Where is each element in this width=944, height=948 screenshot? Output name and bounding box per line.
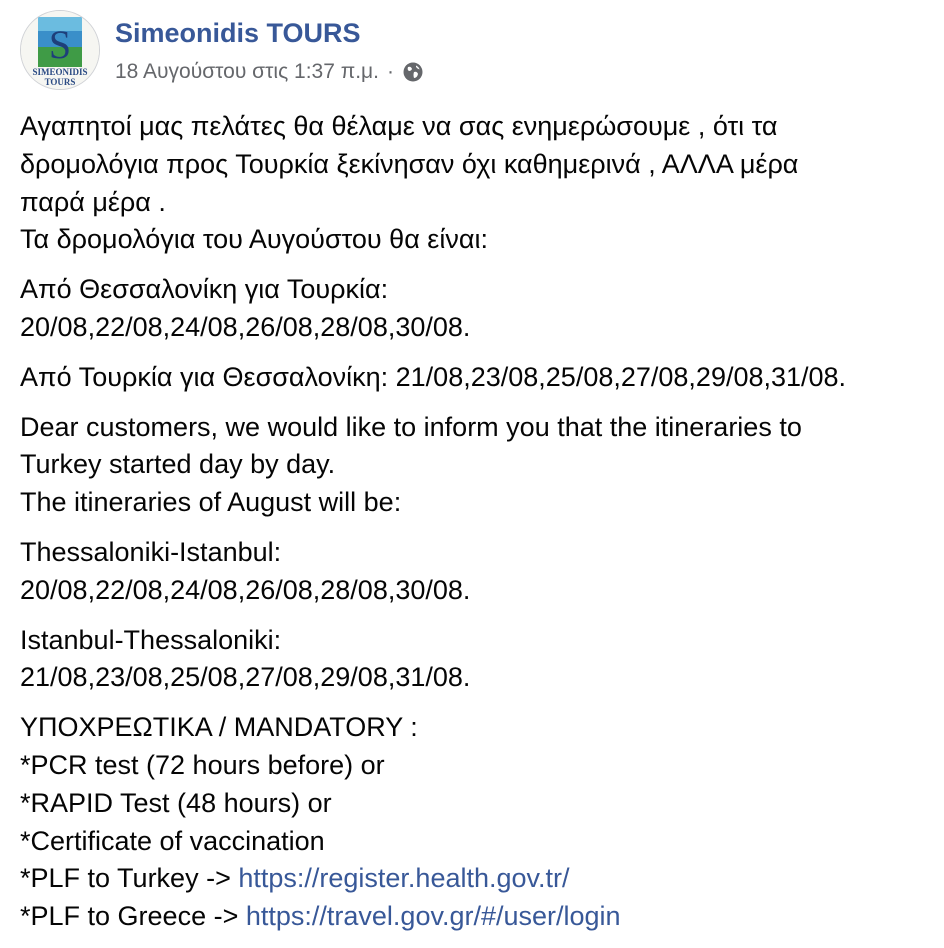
mandatory-paragraph — [20, 709, 930, 936]
text-line: 20/08,22/08,24/08,26/08,28/08,30/08. — [20, 574, 471, 605]
english-intro-paragraph — [20, 409, 930, 522]
text-line: 21/08,23/08,25/08,27/08,29/08,31/08. — [20, 662, 471, 693]
mandatory-heading: ΥΠΟΧΡΕΩΤΙΚΑ / MANDATORY : — [20, 712, 418, 743]
english-route1-paragraph — [20, 534, 930, 610]
plf-greece-label: *PLF to Greece -> — [20, 901, 246, 932]
avatar-logo-text-top: SIMEONIDIS — [32, 67, 88, 77]
post-meta — [115, 60, 424, 84]
post-header — [20, 10, 920, 90]
text-line: δρομολόγια προς Τουρκία ξεκίνησαν όχι καθημερινά , ΑΛΛΑ μέρα — [20, 148, 799, 179]
avatar-logo-text-bottom: TOURS — [44, 77, 76, 87]
text-line: Thessaloniki-Istanbul: — [20, 536, 282, 567]
post-timestamp[interactable]: 18 Αυγούστου στις 1:37 π.μ. — [115, 60, 379, 83]
page-logo-icon — [21, 11, 99, 89]
text-line: Από Τουρκία για Θεσσαλονίκη: 21/08,23/08,25/08,27/08,29/08,31/08. — [20, 361, 847, 392]
text-line: Turkey started day by day. — [20, 449, 336, 480]
text-line: The itineraries of August will be: — [20, 487, 402, 518]
text-line: Istanbul-Thessaloniki: — [20, 624, 282, 655]
plf-turkey-label: *PLF to Turkey -> — [20, 863, 239, 894]
text-line: Dear customers, we would like to inform you that the itineraries to — [20, 411, 802, 442]
greek-route1-paragraph — [20, 271, 930, 347]
greek-route2-paragraph — [20, 359, 930, 397]
plf-greece-link[interactable]: https://travel.gov.gr/#/user/login — [245, 901, 621, 932]
english-route2-paragraph — [20, 622, 930, 698]
greek-intro-paragraph — [20, 108, 930, 259]
certificate-requirement: *Certificate of vaccination — [20, 825, 325, 856]
pcr-requirement: *PCR test (72 hours before) or — [20, 749, 385, 780]
plf-turkey-link[interactable]: https://register.health.gov.tr/ — [238, 863, 570, 894]
globe-icon[interactable] — [402, 61, 424, 83]
text-line: Αγαπητοί μας πελάτες θα θέλαμε να σας ενημερώσουμε , ότι τα — [20, 111, 778, 141]
avatar[interactable] — [20, 10, 100, 90]
text-line: Τα δρομολόγια του Αυγούστου θα είναι: — [20, 224, 488, 255]
avatar-logo-letter: S — [48, 22, 72, 67]
text-line: παρά μέρα . — [20, 186, 166, 217]
rapid-requirement: *RAPID Test (48 hours) or — [20, 787, 332, 818]
page-name-link[interactable]: Simeonidis TOURS — [115, 18, 361, 48]
plf-turkey-line — [20, 860, 930, 898]
text-line: 20/08,22/08,24/08,26/08,28/08,30/08. — [20, 311, 471, 342]
text-line: Από Θεσσαλονίκη για Τουρκία: — [20, 274, 389, 305]
meta-separator: · — [387, 60, 394, 83]
plf-greece-line — [20, 898, 930, 936]
post-body — [20, 108, 930, 948]
